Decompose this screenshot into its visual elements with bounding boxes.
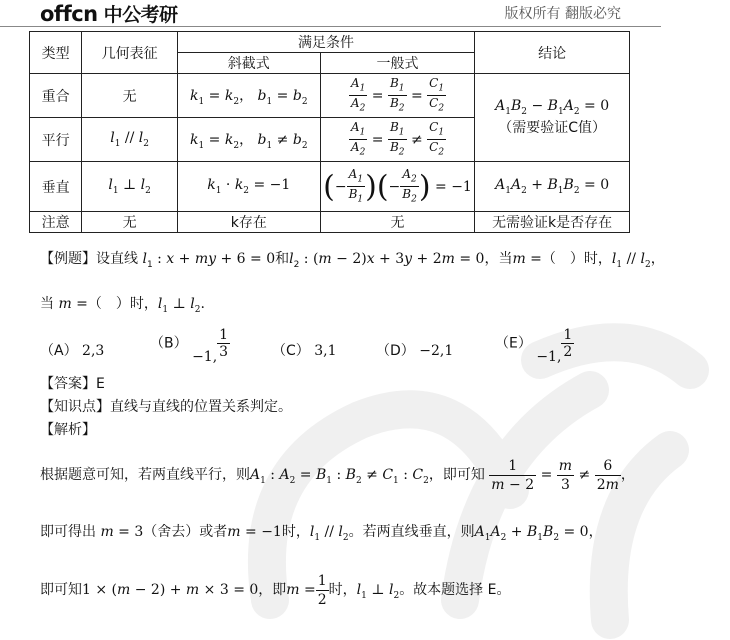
header-type: 类型 bbox=[30, 32, 82, 74]
general-perpendicular: (− $\frac{A_1}{B_1}$ )(− $\frac{A_2}{B_2}$ ) = −1 bbox=[320, 162, 475, 212]
analysis-paragraph-1: 根据题意可知，若两直线平行，则$A_1$ : $A_2 = B_1$ : $B_2 \ne C_1$ : $C_2$，即可知 $\frac{1}{m - 2}$ = $\frac{m}{3}$ ≠ $\frac{6}{2m}$ ， bbox=[40, 457, 635, 493]
conclusion-perpendicular: $A_1A_2 + B_1B_2 = 0$ bbox=[475, 162, 630, 212]
knowledge-value: 直线与直线的位置关系判定。 bbox=[110, 399, 292, 415]
type-perpendicular: 垂直 bbox=[30, 162, 82, 212]
header-general-form: 一般式 bbox=[320, 53, 475, 74]
option-b-label: （B） bbox=[150, 335, 188, 352]
page-header bbox=[0, 0, 661, 27]
analysis-p2-b: （舍去）或者 bbox=[143, 524, 228, 540]
analysis-p3-b: ，即 bbox=[258, 582, 287, 598]
type-coincide: 重合 bbox=[30, 74, 82, 118]
header-geometry: 几何表征 bbox=[82, 32, 178, 74]
general-coincide: $\frac{A_1}{A_2}$ = $\frac{B_1}{B_2}$ = $\frac{C_1}{C_2}$ bbox=[320, 74, 475, 118]
general-note: 无 bbox=[320, 212, 475, 233]
example-text-line2-a: 当 bbox=[40, 296, 54, 312]
table-row-perpendicular bbox=[30, 162, 630, 212]
analysis-paragraph-3: 即可知1 × (m − 2) + m × 3 = 0，即m = $\frac{1}{2}$ 时，$l_1$ ⊥ $l_2$。故本题选择 E。 bbox=[40, 572, 511, 608]
example-text-and: 和 bbox=[275, 251, 290, 267]
slope-parallel: $k_1 = k_2$， $b_1 \ne b_2$ bbox=[177, 118, 320, 162]
logo-chinese: 中公考研 bbox=[103, 4, 178, 26]
example-label: 【例题】 bbox=[40, 251, 96, 267]
header-conditions: 满足条件 bbox=[177, 32, 474, 53]
option-a-value: 2,3 bbox=[82, 343, 105, 359]
option-c-value: 3,1 bbox=[314, 343, 337, 359]
analysis-p1-b: ，即可知 bbox=[428, 467, 485, 483]
analysis-p2-a: 即可得出 bbox=[40, 524, 96, 540]
table-row-note bbox=[30, 212, 630, 233]
analysis-p3-a: 即可知 bbox=[40, 582, 82, 598]
slope-note: k存在 bbox=[177, 212, 320, 233]
line-relation-table bbox=[29, 31, 630, 233]
offcn-logo bbox=[40, 0, 178, 27]
example-text-when: ，当 bbox=[484, 251, 513, 267]
general-parallel: $\frac{A_1}{A_2}$ = $\frac{B_1}{B_2}$ ≠ $\frac{C_1}{C_2}$ bbox=[320, 118, 475, 162]
analysis-paragraph-2: 即可得出 m = 3（舍去）或者m = −1时，$l_1 // l_2$。若两直线垂直，则$A_1A_2 + B_1B_2 = 0$， bbox=[40, 524, 603, 543]
type-parallel: 平行 bbox=[30, 118, 82, 162]
option-d-value: −2,1 bbox=[419, 343, 454, 359]
example-blank-2: （ ）时， bbox=[87, 296, 158, 312]
knowledge-label: 【知识点】 bbox=[40, 399, 110, 415]
header-slope-form: 斜截式 bbox=[177, 53, 320, 74]
option-c bbox=[272, 340, 337, 360]
example-question-line2: 当 m =（ ）时，$l_1$ ⊥ $l_2$. bbox=[40, 296, 205, 315]
example-question-line1: 【例题】设直线 $l_1$ : x + my + 6 = 0和$l_2$ : (m − 2)x + 3y + 2m = 0，当m =（ ）时，$l_1 // l_2$， bbox=[40, 251, 665, 270]
conclusion-note: 无需验证k是否存在 bbox=[475, 212, 630, 233]
geom-parallel: $l_1 // l_2$ bbox=[82, 118, 178, 162]
option-a bbox=[40, 340, 104, 360]
analysis-label: 【解析】 bbox=[40, 422, 96, 438]
geom-coincide: 无 bbox=[82, 74, 178, 118]
geom-note: 无 bbox=[82, 212, 178, 233]
analysis-p3-d: 。故本题选择 E。 bbox=[399, 582, 511, 598]
analysis-p2-d: 。若两直线垂直，则 bbox=[348, 524, 475, 540]
example-text-a: 设直线 bbox=[96, 251, 138, 267]
copyright-notice: 版权所有 翻版必究 bbox=[504, 6, 621, 22]
conclusion-coincide-parallel: $A_1B_2 - B_1A_2 = 0$ （需要验证C值） bbox=[475, 74, 630, 162]
logo-latin: offcn bbox=[40, 2, 98, 26]
option-b: （B） −1, $\frac{1}{3}$ bbox=[150, 327, 229, 365]
option-a-label: （A） bbox=[40, 343, 78, 359]
analysis-p3-c: 时， bbox=[328, 582, 357, 598]
geom-perpendicular: $l_1$ ⊥ $l_2$ bbox=[82, 162, 178, 212]
analysis-p1-a: 根据题意可知，若两直线平行，则 bbox=[40, 467, 250, 483]
option-e-label: （E） bbox=[495, 335, 532, 352]
answer-label: 【答案】 bbox=[40, 376, 96, 392]
slope-coincide: $k_1 = k_2$， $b_1 = b_2$ bbox=[177, 74, 320, 118]
knowledge-line bbox=[40, 396, 292, 416]
option-d bbox=[376, 340, 453, 360]
verify-c-note: （需要验证C值） bbox=[498, 119, 607, 136]
option-d-label: （D） bbox=[376, 343, 415, 359]
header-conclusion: 结论 bbox=[475, 32, 630, 74]
type-note: 注意 bbox=[30, 212, 82, 233]
option-c-label: （C） bbox=[272, 343, 310, 359]
table-row-coincide bbox=[30, 74, 630, 118]
option-e: （E） −1, $\frac{1}{2}$ bbox=[495, 327, 573, 365]
answer-value: E bbox=[96, 376, 105, 392]
example-blank-1: （ ）时， bbox=[541, 251, 612, 267]
answer-line bbox=[40, 373, 105, 393]
analysis-p2-c: 时， bbox=[281, 524, 310, 540]
slope-perpendicular: $k_1 \cdot k_2 = -1$ bbox=[177, 162, 320, 212]
